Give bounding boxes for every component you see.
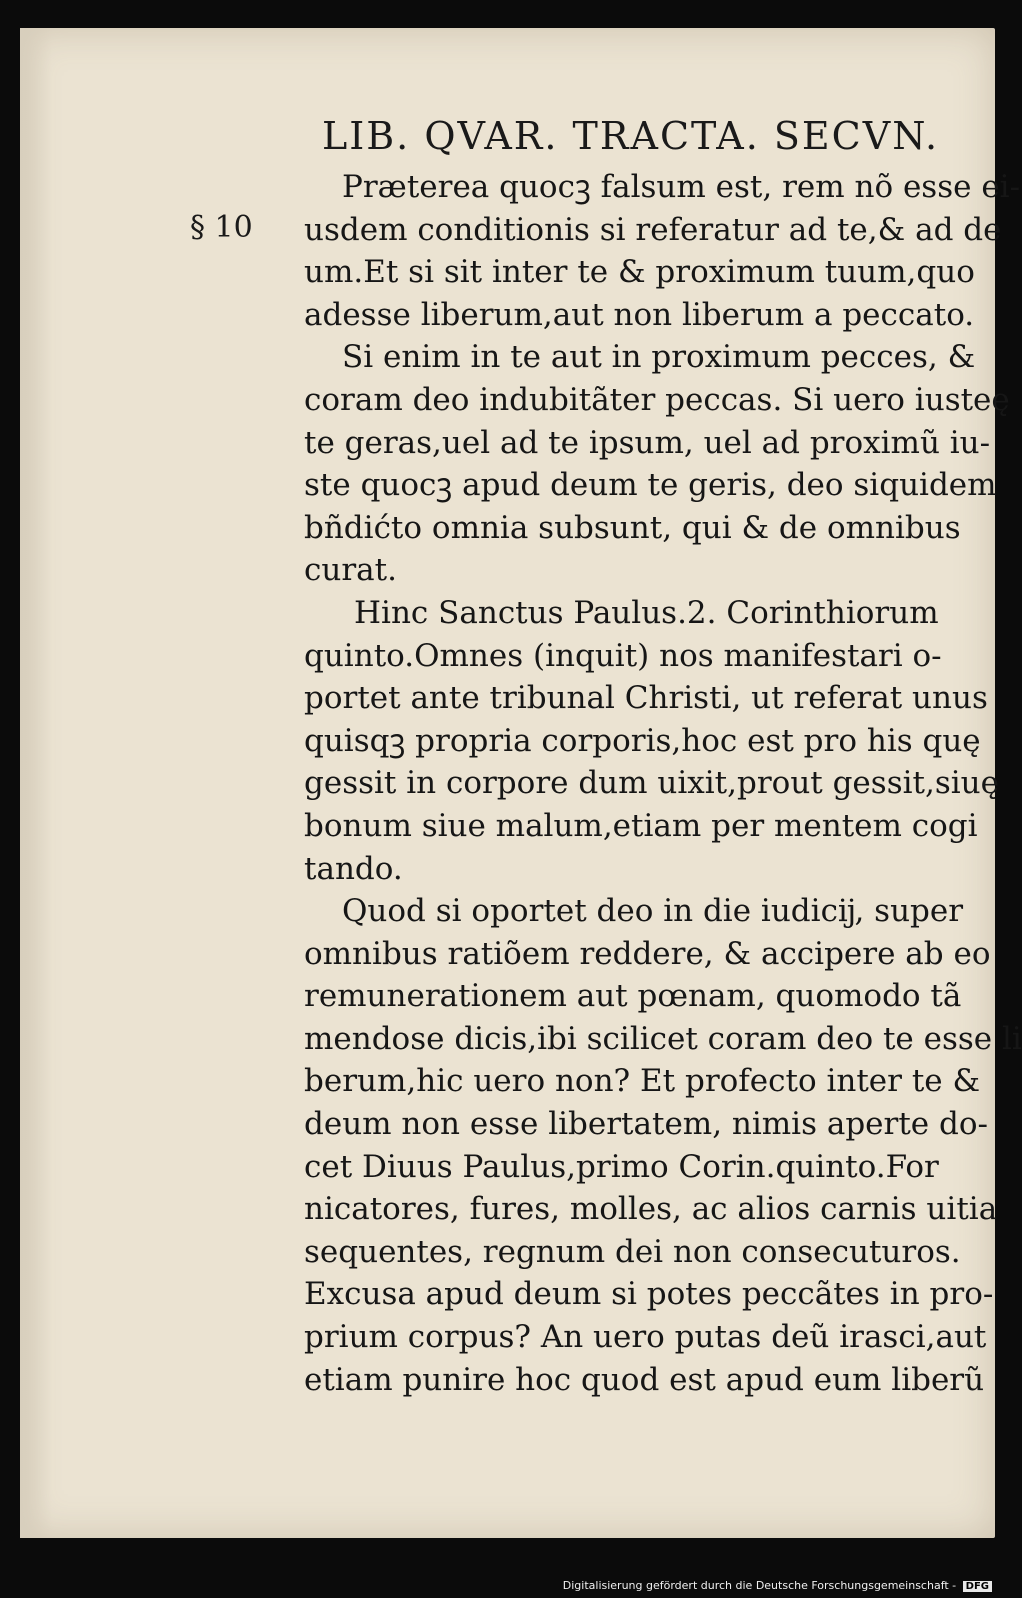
text-line: sequentes, regnum dei non consecuturos. <box>304 1233 961 1270</box>
text-line: bonum siue malum,etiam per mentem cogi <box>304 807 978 844</box>
text-line: um.Et si sit inter te & proximum tuum,quo <box>304 254 975 291</box>
text-line: cet Diuus Paulus,primo Corin.quinto.For <box>304 1148 939 1185</box>
footer-credit <box>563 1579 992 1592</box>
text-line: coram deo indubitãter peccas. Si uero iusteę <box>304 381 1010 418</box>
text-line: adesse liberum,aut non liberum a peccato. <box>304 296 975 333</box>
text-line: Si enim in te aut in proximum pecces, & <box>342 339 976 376</box>
text-line: te geras,uel ad te ipsum, uel ad proximũ iu- <box>304 424 991 461</box>
text-line: Quod si oportet deo in die iudicĳ, super <box>342 893 964 930</box>
text-line: nicatores, fures, molles, ac alios carnis uitia <box>304 1191 998 1228</box>
text-line: tando. <box>304 850 403 887</box>
text-line: etiam punire hoc quod est apud eum liberũ <box>304 1361 985 1398</box>
text-line: mendose dicis,ibi scilicet coram deo te esse li <box>304 1020 1022 1057</box>
text-line: deum non esse libertatem, nimis aperte do- <box>304 1106 988 1143</box>
text-line: usdem conditionis si referatur ad te,& ad de <box>304 211 1002 248</box>
running-header: LIB. QVAR. TRACTA. SECVN. <box>322 114 940 158</box>
text-line: ste quocꝫ apud deum te geris, deo siquidem <box>304 467 997 504</box>
marginal-note: § 10 <box>190 210 253 245</box>
body-text <box>304 166 1022 1401</box>
dfg-logo: DFG <box>963 1581 992 1592</box>
text-line: Hinc Sanctus Paulus.2. Corinthiorum <box>354 594 939 631</box>
text-line: curat. <box>304 552 397 589</box>
text-line: omnibus ratiõem reddere, & accipere ab eo <box>304 935 991 972</box>
text-line: gessit in corpore dum uixit,prout gessit,siuę <box>304 765 999 802</box>
text-line: portet ante tribunal Christi, ut referat unus <box>304 680 988 717</box>
text-line: bñdićto omnia subsunt, qui & de omnibus <box>304 509 961 546</box>
text-line: remunerationem aut pœnam, quomodo tã <box>304 978 962 1015</box>
page-edge <box>20 28 52 1538</box>
text-line: quisqꝫ propria corporis,hoc est pro his quę <box>304 722 981 759</box>
footer-credit-text: Digitalisierung gefördert durch die Deutsche Forschungsgemeinschaft - <box>562 1579 957 1592</box>
text-line: prium corpus? An uero putas deũ irasci,aut <box>304 1319 987 1356</box>
text-line: berum,hic uero non? Et profecto inter te & <box>304 1063 981 1100</box>
text-line: quinto.Omnes (inquit) nos manifestari o- <box>304 637 942 674</box>
text-line: Præterea quocꝫ falsum est, rem nõ esse ei- <box>342 169 1021 205</box>
text-line: Excusa apud deum si potes peccãtes in pro- <box>304 1276 994 1313</box>
